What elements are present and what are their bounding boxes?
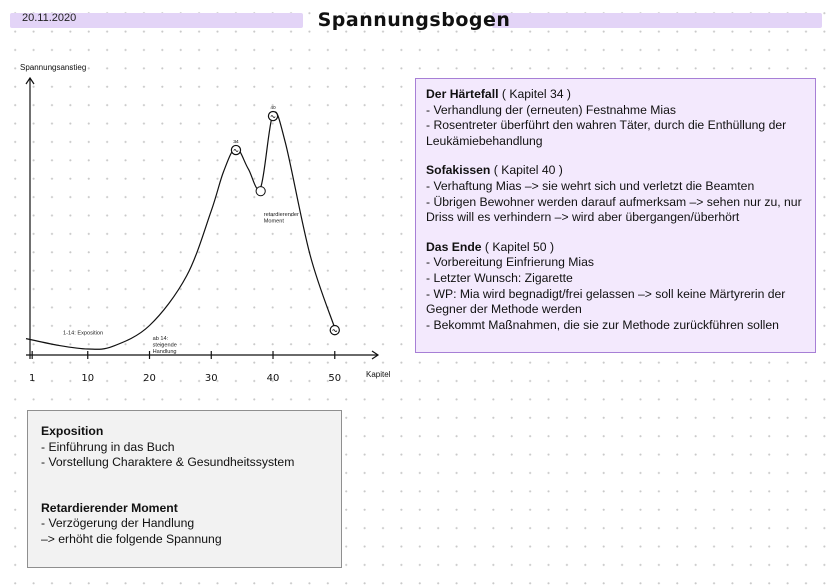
open-circle-icon bbox=[256, 187, 265, 196]
chart-annotation-line: steigende bbox=[152, 342, 177, 349]
definition-line: - Verzögerung der Handlung bbox=[41, 516, 195, 531]
definition-line: - Vorstellung Charaktere & Gesundheitssystem bbox=[41, 455, 295, 470]
event-title: Sofakissen bbox=[426, 163, 491, 178]
event-title: Das Ende bbox=[426, 239, 482, 254]
marker-chapter-label: 40 bbox=[270, 106, 276, 112]
x-tick-label: 10 bbox=[81, 373, 95, 384]
chart-annotation-line: ab 14: bbox=[152, 335, 169, 342]
chart-markers bbox=[231, 105, 339, 335]
definition-line: –> erhöht die folgende Spannung bbox=[41, 531, 222, 546]
event-title: Der Härtefall bbox=[426, 87, 499, 101]
event-section-haertefall bbox=[426, 87, 805, 149]
chart-annotation bbox=[264, 212, 299, 225]
event-line: - Verhaftung Mias –> sie wehrt sich und verletzt die Beamten bbox=[426, 178, 755, 193]
page-date: 20.11.2020 bbox=[22, 12, 77, 24]
x-axis-ticks bbox=[29, 351, 341, 384]
chart-annotation-line: Handlung bbox=[152, 349, 177, 356]
definition-title: Exposition bbox=[41, 424, 104, 438]
x-axis-label: Kapitel bbox=[366, 370, 391, 379]
event-line: - Letzter Wunsch: Zigarette bbox=[426, 270, 573, 285]
chart-annotations bbox=[63, 212, 299, 355]
definition-line: - Einführung in das Buch bbox=[41, 439, 175, 454]
x-tick-label: 20 bbox=[143, 373, 156, 384]
chart-annotation-line: retardierender bbox=[263, 211, 299, 218]
event-line: - Verhandlung der (erneuten) Festnahme Mias bbox=[426, 102, 676, 117]
event-line: - Übrigen Bewohner werden darauf aufmerksam –> sehen nur zu, nur Driss will es verhindern –> wird aber übergangen/überhört bbox=[426, 194, 802, 225]
event-chapter: ( Kapitel 40 ) bbox=[490, 163, 563, 178]
x-tick-label: 30 bbox=[204, 373, 218, 384]
x-tick-label: 50 bbox=[328, 373, 342, 384]
definition-exposition bbox=[41, 424, 328, 471]
x-tick-label: 1 bbox=[28, 373, 36, 384]
y-axis-label: Spannungsanstieg bbox=[20, 63, 87, 72]
chart-annotation bbox=[153, 336, 177, 355]
page-title: Spannungsbogen bbox=[317, 9, 511, 31]
event-section-ende bbox=[426, 240, 805, 334]
event-chapter: ( Kapitel 34 ) bbox=[498, 87, 571, 101]
key-events-box bbox=[415, 78, 816, 353]
x-tick-label: 40 bbox=[266, 373, 280, 384]
chart-annotation-line: Moment bbox=[263, 218, 284, 225]
tension-curve bbox=[26, 112, 335, 349]
chart-annotation bbox=[63, 331, 103, 337]
chart-annotation-line: 1-14: Exposition bbox=[63, 330, 104, 337]
event-section-sofakissen bbox=[426, 163, 805, 225]
event-line: - Rosentreter überführt den wahren Täter, durch die Enthüllung der Leukämiebehandlung bbox=[426, 118, 787, 148]
definitions-box bbox=[27, 410, 342, 568]
event-line: - Bekommt Maßnahmen, die sie zur Methode zurückführen sollen bbox=[426, 317, 779, 332]
event-line: - Vorbereitung Einfrierung Mias bbox=[426, 255, 594, 270]
definition-title: Retardierender Moment bbox=[41, 500, 178, 515]
event-chapter: ( Kapitel 50 ) bbox=[481, 239, 555, 254]
definition-retardierender-moment bbox=[41, 501, 328, 548]
marker-chapter-label: 34 bbox=[233, 140, 239, 146]
event-line: - WP: Mia wird begnadigt/frei gelassen –> soll keine Märtyrerin der Gegner der Methode werden bbox=[426, 286, 786, 317]
